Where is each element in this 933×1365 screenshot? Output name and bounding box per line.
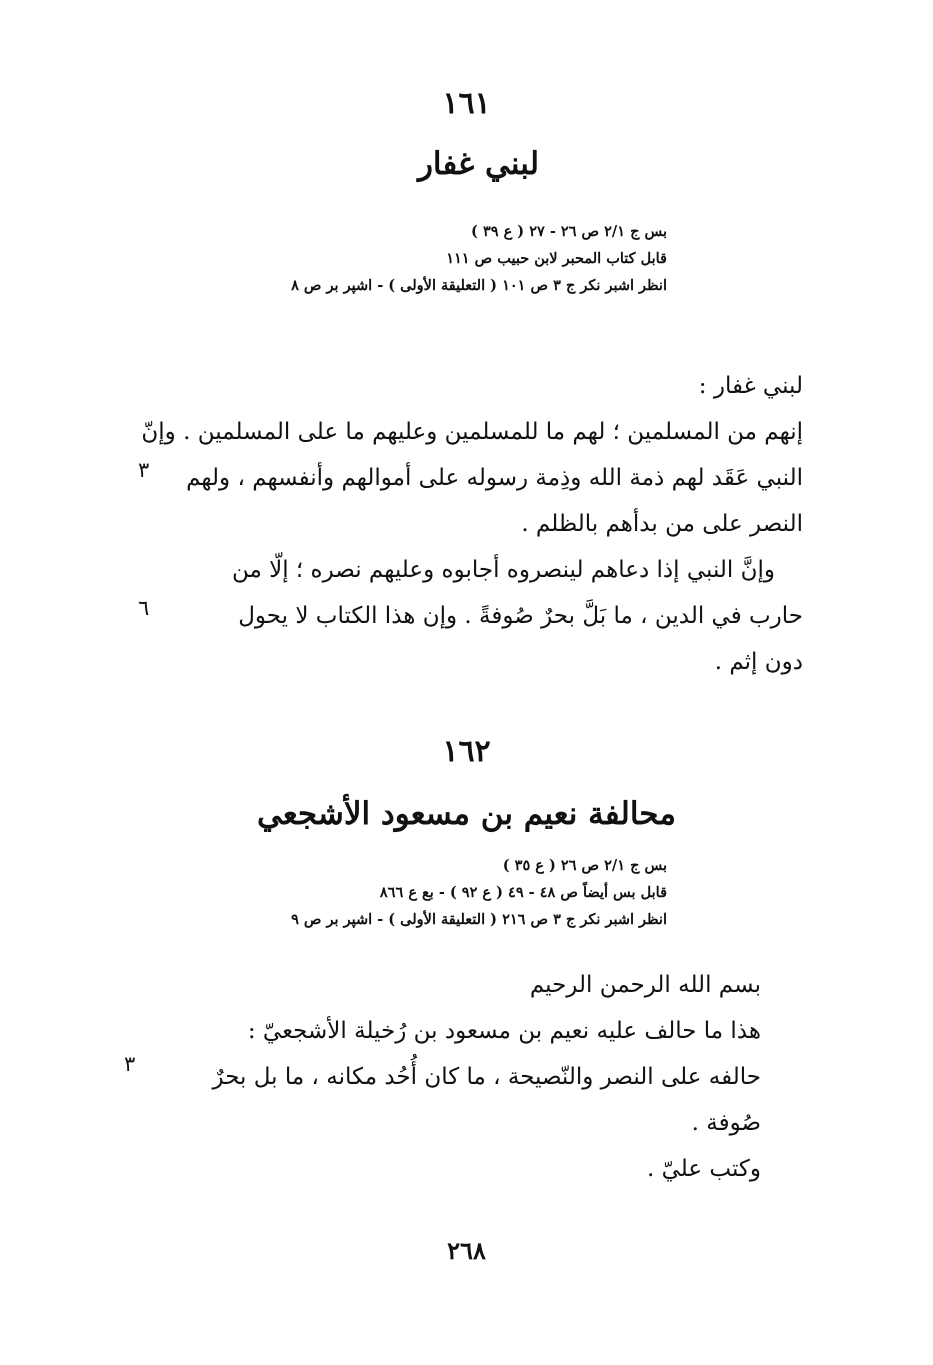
text-line: لبني غفار :	[698, 373, 803, 399]
section-references	[291, 218, 667, 299]
text-line: حارب في الدين ، ما بَلَّ بحرٌ صُوفةً . وإن هذا الكتاب لا يحول	[238, 603, 803, 629]
text-line: هذا ما حالف عليه نعيم بن مسعود بن رُخيلة الأشجعيّ :	[247, 1018, 761, 1044]
reference-line: انظر اشبر نكر ج ٣ ص ٢١٦ ( التعليقة الأولى ) - اشپر بر ص ٩	[291, 911, 667, 928]
section-title: محالفة نعيم بن مسعود الأشجعي	[257, 796, 676, 832]
page-number: ٢٦٨	[447, 1236, 486, 1265]
section-number: ١٦١	[442, 86, 491, 121]
section-text	[141, 363, 803, 685]
reference-line: قابل بس أيضاً ص ٤٨ - ٤٩ ( ع ٩٢ ) - بع ع ٨٦٦	[379, 884, 667, 901]
text-line: صُوفة .	[691, 1110, 761, 1136]
reference-line: انظر اشبر نكر ج ٣ ص ١٠١ ( التعليقة الأولى ) - اشپر بر ص ٨	[291, 277, 667, 294]
text-line: بسم الله الرحمن الرحيم	[529, 972, 761, 998]
section-references	[291, 852, 667, 933]
text-line: النصر على من بدأهم بالظلم .	[521, 511, 803, 537]
text-line: حالفه على النصر والنّصيحة ، ما كان أُحُد مكانه ، ما بل بحرٌ	[212, 1064, 761, 1090]
text-line: النبي عَقَد لهم ذمة الله وذِمة رسوله على أموالهم وأنفسهم ، ولهم	[186, 465, 803, 491]
line-number: ٣	[124, 1052, 136, 1076]
reference-line: بس ج ٢/١ ص ٢٦ ( ع ٣٥ )	[502, 857, 667, 874]
text-line: وإنَّ النبي إذا دعاهم لينصروه أجابوه وعليهم نصره ؛ إلّا من	[231, 557, 775, 583]
section-text	[213, 962, 761, 1192]
text-line: وكتب عليّ .	[646, 1156, 761, 1182]
text-line: دون إثم .	[714, 649, 803, 675]
line-number: ٦	[138, 596, 150, 620]
line-number: ٣	[138, 458, 150, 482]
section-title: لبني غفار	[417, 146, 540, 182]
text-line: إنهم من المسلمين ؛ لهم ما للمسلمين وعليهم ما على المسلمين . وإنّ	[141, 419, 803, 445]
reference-line: بس ج ٢/١ ص ٢٦ - ٢٧ ( ع ٣٩ )	[471, 223, 667, 240]
reference-line: قابل كتاب المحبر لابن حبيب ص ١١١	[446, 250, 667, 267]
section-number: ١٦٢	[442, 734, 491, 769]
